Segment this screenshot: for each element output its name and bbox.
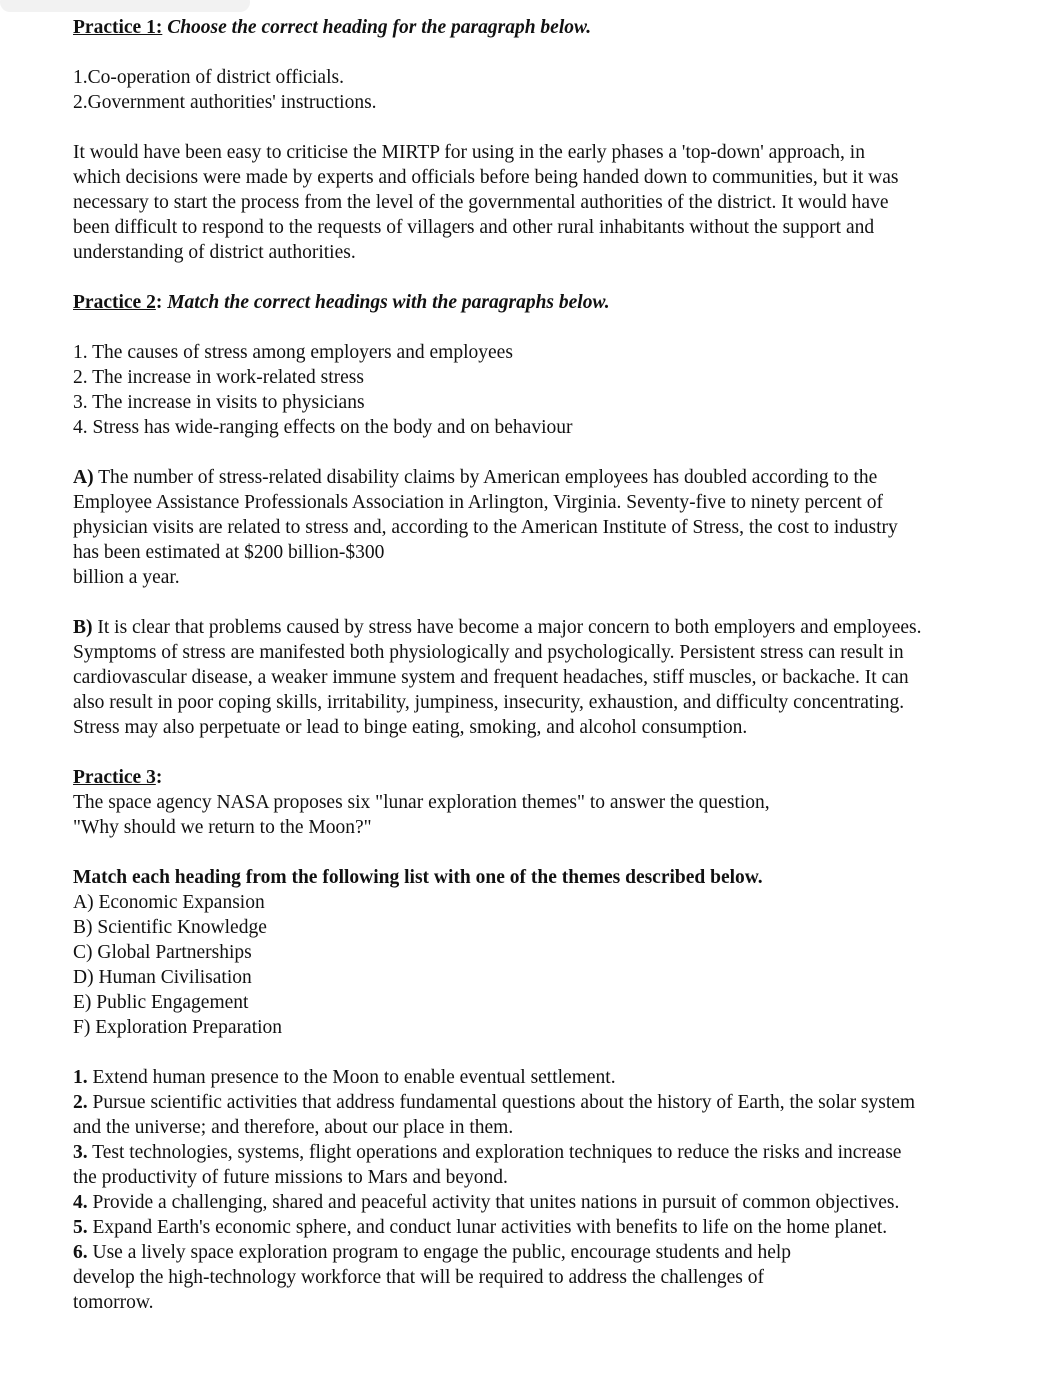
practice-1-instruction: Choose the correct heading for the paragraph below. xyxy=(167,17,592,38)
theme-item xyxy=(73,1215,1033,1240)
paragraph-line: also result in poor coping skills, irritability, jumpiness, insecurity, exhaustion, and difficulty concentrating. xyxy=(73,692,905,713)
theme-line: Use a lively space exploration program to engage the public, encourage students and help xyxy=(87,1242,792,1263)
practice-3-intro xyxy=(73,790,1033,840)
practice-1-label: Practice 1: xyxy=(73,17,163,38)
paragraph-a xyxy=(73,465,1033,590)
list-item: D) Human Civilisation xyxy=(73,967,252,988)
practice-1-heading xyxy=(73,15,1033,40)
paragraph-letter: B) xyxy=(73,617,93,638)
practice-2-colon: : xyxy=(155,292,163,313)
paragraph-line: which decisions were made by experts and officials before being handed down to communities, but it was xyxy=(73,167,899,188)
paragraph-b xyxy=(73,615,1033,740)
theme-line: Pursue scientific activities that address fundamental questions about the history of Earth, the solar system xyxy=(87,1092,916,1113)
paragraph-line: Symptoms of stress are manifested both physiologically and psychologically. Persistent stress can result in xyxy=(73,642,904,663)
theme-line: develop the high-technology workforce that will be required to address the challenges of xyxy=(73,1267,764,1288)
theme-number: 4. xyxy=(73,1192,88,1213)
theme-line: tomorrow. xyxy=(73,1292,154,1313)
theme-number: 1. xyxy=(73,1067,88,1088)
list-item: B) Scientific Knowledge xyxy=(73,917,267,938)
theme-line: Test technologies, systems, flight operations and exploration techniques to reduce the risks and increase xyxy=(87,1142,902,1163)
list-item: E) Public Engagement xyxy=(73,992,249,1013)
practice-3-label: Practice 3 xyxy=(73,767,156,788)
practice-3-themes xyxy=(73,1065,1033,1315)
worksheet-page xyxy=(73,15,1033,1315)
paragraph-line: understanding of district authorities. xyxy=(73,242,356,263)
paragraph-line: The space agency NASA proposes six "lunar exploration themes" to answer the question, xyxy=(73,792,770,813)
list-item: F) Exploration Preparation xyxy=(73,1017,283,1038)
practice-2-instruction: Match the correct headings with the paragraphs below. xyxy=(167,292,610,313)
paragraph-line: Stress may also perpetuate or lead to binge eating, smoking, and alcohol consumption. xyxy=(73,717,748,738)
paragraph-line: It is clear that problems caused by stress have become a major concern to both employers and employees. xyxy=(92,617,922,638)
paragraph-line: physician visits are related to stress and, according to the American Institute of Stress, the cost to industry xyxy=(73,517,898,538)
practice-1-section xyxy=(73,15,1033,265)
paragraph-line: necessary to start the process from the level of the governmental authorities of the district. It would have xyxy=(73,192,889,213)
theme-number: 2. xyxy=(73,1092,88,1113)
practice-2-section xyxy=(73,290,1033,740)
theme-item xyxy=(73,1190,1033,1215)
theme-line: the productivity of future missions to Mars and beyond. xyxy=(73,1167,508,1188)
paragraph-line: "Why should we return to the Moon?" xyxy=(73,817,372,838)
list-item: 3. The increase in visits to physicians xyxy=(73,392,365,413)
practice-2-label: Practice 2 xyxy=(73,292,156,313)
practice-3-heading-options xyxy=(73,890,1033,1040)
theme-item xyxy=(73,1090,1033,1115)
list-item: 1. The causes of stress among employers and employees xyxy=(73,342,513,363)
paragraph-line: cardiovascular disease, a weaker immune system and frequent headaches, stiff muscles, or backache. It can xyxy=(73,667,909,688)
practice-2-heading-options xyxy=(73,340,1033,440)
theme-item xyxy=(73,1140,1033,1165)
theme-item xyxy=(73,1240,1033,1265)
practice-2-heading xyxy=(73,290,1033,315)
list-item: 2.Government authorities' instructions. xyxy=(73,92,377,113)
theme-line: Extend human presence to the Moon to enable eventual settlement. xyxy=(87,1067,616,1088)
top-corner-shadow xyxy=(0,0,250,12)
practice-3-instruction: Match each heading from the following list with one of the themes described below. xyxy=(73,867,763,888)
theme-number: 5. xyxy=(73,1217,88,1238)
list-item: 4. Stress has wide-ranging effects on the body and on behaviour xyxy=(73,417,573,438)
paragraph-line: It would have been easy to criticise the MIRTP for using in the early phases a 'top-down' approach, in xyxy=(73,142,865,163)
list-item: C) Global Partnerships xyxy=(73,942,252,963)
theme-line: and the universe; and therefore, about our place in them. xyxy=(73,1117,514,1138)
theme-line: Expand Earth's economic sphere, and conduct lunar activities with benefits to life on the home planet. xyxy=(87,1217,888,1238)
list-item: A) Economic Expansion xyxy=(73,892,265,913)
theme-number: 6. xyxy=(73,1242,88,1263)
paragraph-line: billion a year. xyxy=(73,567,180,588)
paragraph-line: Employee Assistance Professionals Association in Arlington, Virginia. Seventy-five to ninety percent of xyxy=(73,492,883,513)
theme-item xyxy=(73,1065,1033,1090)
practice-1-paragraph xyxy=(73,140,1033,265)
paragraph-line: has been estimated at $200 billion-$300 xyxy=(73,542,385,563)
practice-1-heading-options xyxy=(73,65,1033,115)
theme-number: 3. xyxy=(73,1142,88,1163)
paragraph-line: The number of stress-related disability claims by American employees has doubled according to the xyxy=(93,467,878,488)
list-item: 2. The increase in work-related stress xyxy=(73,367,364,388)
practice-3-heading xyxy=(73,765,1033,790)
practice-3-section xyxy=(73,765,1033,1315)
paragraph-line: been difficult to respond to the requests of villagers and other rural inhabitants without the support and xyxy=(73,217,875,238)
theme-line: Provide a challenging, shared and peaceful activity that unites nations in pursuit of common objectives. xyxy=(87,1192,900,1213)
list-item: 1.Co-operation of district officials. xyxy=(73,67,344,88)
practice-3-colon: : xyxy=(155,767,163,788)
paragraph-letter: A) xyxy=(73,467,94,488)
